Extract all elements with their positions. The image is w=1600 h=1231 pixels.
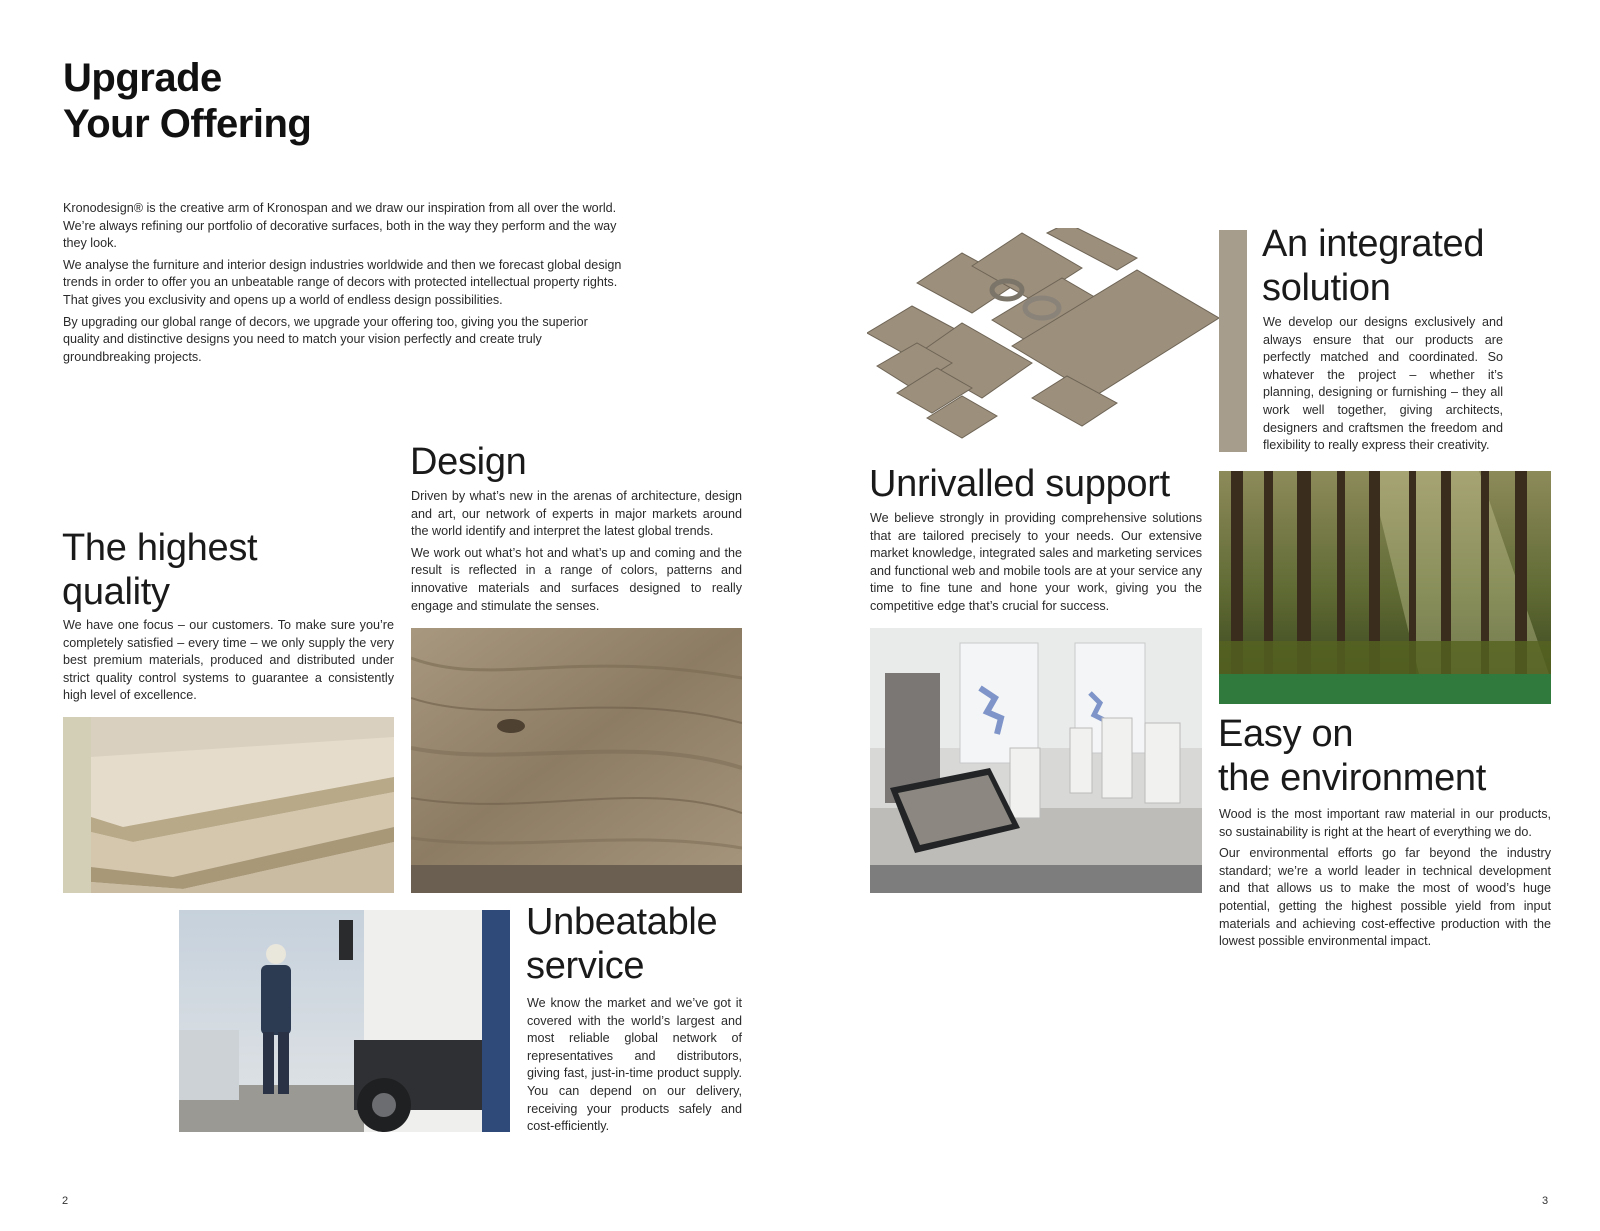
- integrated-heading-line1: An integrated: [1262, 223, 1485, 265]
- integrated-accent-bar: [1219, 230, 1247, 452]
- design-heading: Design: [410, 441, 527, 483]
- support-heading: Unrivalled support: [869, 463, 1170, 505]
- service-text: [527, 995, 742, 1140]
- forest-illustration: [1219, 471, 1551, 704]
- intro-paragraph: By upgrading our global range of decors, we upgrade your offering too, giving you the superior quality and distinctive designs you need to match your vision perfectly and create truly groundbreaking projects.: [63, 314, 588, 364]
- wood-texture-image: [411, 628, 742, 893]
- intro-text: [63, 200, 623, 370]
- chipboard-illustration: [63, 717, 394, 893]
- page-title: [63, 55, 311, 147]
- quality-heading-line1: The highest: [62, 527, 258, 569]
- quality-heading: [62, 526, 257, 614]
- truck-worker-image: [179, 910, 510, 1132]
- page-number-right: 3: [1542, 1195, 1549, 1207]
- chipboard-image: [63, 717, 394, 893]
- intro-paragraph: Kronodesign® is the creative arm of Kronospan and we draw our inspiration from all over the world. We’re always refining our portfolio of decorative surfaces, both in the way they perform and the way they look.: [63, 201, 617, 251]
- integrated-heading: [1262, 222, 1484, 310]
- environment-paragraph: Wood is the most important raw material in our products, so sustainability is right at the heart of everything we do.: [1219, 807, 1551, 839]
- integrated-heading-line2: solution: [1262, 267, 1391, 309]
- quality-paragraph: We have one focus – our customers. To make sure you’re completely satisfied – every time – we only supply the very best premium materials, produced and distributed under strict quality control systems to guarantee a consistently high level of excellence.: [63, 618, 394, 703]
- wood-grain-illustration: [411, 628, 742, 893]
- environment-paragraph: Our environmental efforts go far beyond the industry standard; we’re a world leader in technical development and that allows us to make the most of wood’s huge potential, getting the highest possible yield from input materials and achieving cost-effective production with the lowest possible environmental impact.: [1219, 846, 1551, 949]
- support-paragraph: We believe strongly in providing comprehensive solutions that are tailored precisely to your needs. Our extensive market knowledge, integrated sales and marketing services and functional web and mobile tools are at your service any time to fine tune and hone your work, giving you the competitive edge that’s crucial for success.: [870, 511, 1202, 613]
- support-text: [870, 510, 1202, 620]
- integrated-paragraph: We develop our designs exclusively and always ensure that our products are perfectly matched and coordinated. So whatever the project – whether it’s planning, designing or furnishing – they all work well together, giving architects, designers and craftsmen the freedom and flexibility to really express their creativity.: [1263, 315, 1503, 453]
- quality-heading-line2: quality: [62, 571, 170, 613]
- page-title-line1: Upgrade: [63, 56, 222, 100]
- logistics-illustration: [179, 910, 510, 1132]
- decor-samples-image: [867, 228, 1219, 453]
- environment-text: [1219, 806, 1551, 955]
- design-paragraph: We work out what’s hot and what’s up and coming and the result is reflected in a range of colors, patterns and innovative materials and surfaces designed to really engage and stimulate the senses.: [411, 545, 742, 613]
- service-heading-line1: Unbeatable: [526, 901, 718, 943]
- design-paragraph: Driven by what’s new in the arenas of architecture, design and art, our network of experts in major markets around the world identify and interpret the latest global trends.: [411, 489, 742, 539]
- catalogue-illustration: [870, 628, 1202, 893]
- service-heading: [526, 900, 717, 988]
- service-heading-line2: service: [526, 945, 645, 987]
- design-text: [411, 488, 742, 619]
- page-number-left: 2: [62, 1195, 69, 1207]
- integrated-text: [1263, 314, 1503, 459]
- environment-heading: [1218, 712, 1486, 800]
- intro-paragraph: We analyse the furniture and interior design industries worldwide and then we forecast global design trends in order to offer you an unbeatable range of decors with protected intellectual property rights. That gives you exclusivity and opens up a world of endless design possibilities.: [63, 257, 622, 307]
- showroom-catalogue-image: [870, 628, 1202, 893]
- quality-text: [63, 617, 394, 709]
- page-title-line2: Your Offering: [63, 102, 312, 146]
- environment-heading-line1: Easy on: [1218, 713, 1354, 755]
- environment-heading-line2: the environment: [1218, 757, 1486, 799]
- samples-illustration: [867, 228, 1219, 453]
- forest-image: [1219, 471, 1551, 704]
- service-paragraph: We know the market and we’ve got it covered with the world’s largest and most reliable global network of representatives and distributors, giving fast, just-in-time product supply. You can depend on our delivery, receiving your products safely and cost-efficiently.: [527, 996, 742, 1134]
